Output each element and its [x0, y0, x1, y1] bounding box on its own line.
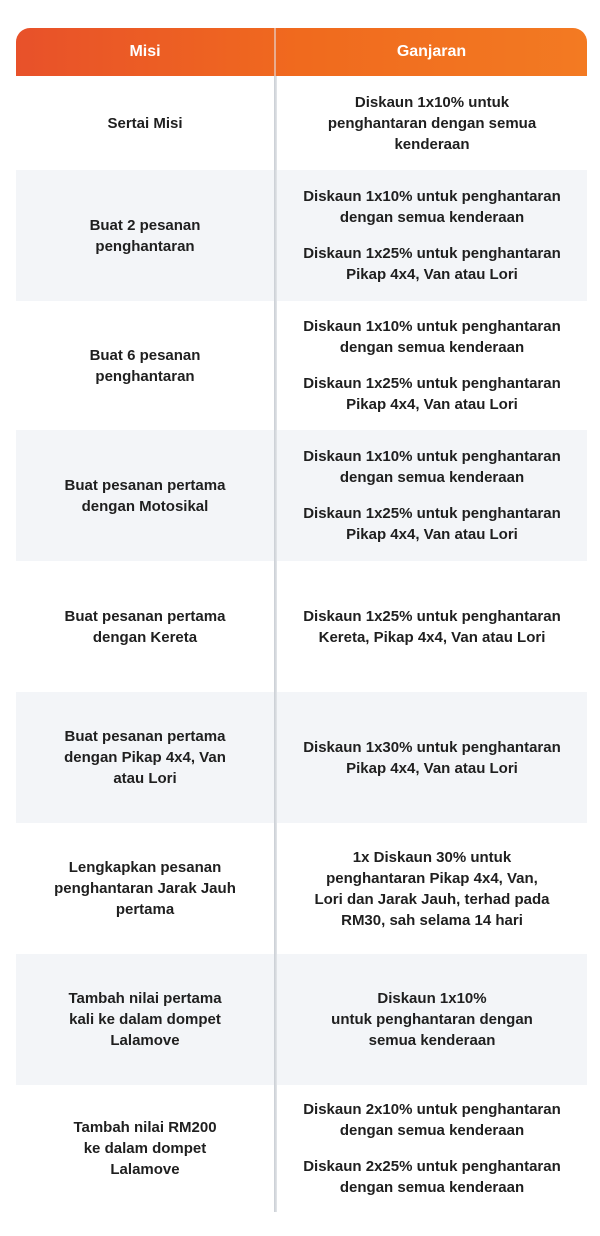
reward-text: Diskaun 1x25% untuk penghantaran Pikap 4x4, Van atau Lori: [303, 245, 561, 283]
reward-cell: [277, 823, 587, 954]
table-header: [16, 28, 587, 76]
mission-text: Buat pesanan pertama dengan Kereta: [64, 607, 226, 646]
reward-cell: [277, 954, 587, 1085]
mission-text: Tambah nilai RM200 ke dalam dompet Lalamove: [73, 1119, 217, 1178]
reward-text: Diskaun 2x25% untuk penghantaran dengan semua kenderaan: [303, 1158, 561, 1196]
table-body: [16, 76, 587, 1212]
table-row: [16, 561, 587, 692]
reward-text: Diskaun 1x10% untuk penghantaran dengan semua kenderaan: [327, 93, 537, 153]
reward-text: Diskaun 1x25% untuk penghantaran Pikap 4x4, Van atau Lori: [303, 375, 561, 413]
table-row: [16, 692, 587, 823]
mission-cell: [16, 954, 274, 1085]
mission-cell: [16, 430, 274, 561]
mission-text: Buat pesanan pertama dengan Pikap 4x4, Van atau Lori: [64, 728, 226, 787]
mission-text: Sertai Misi: [107, 114, 183, 132]
header-mission: Misi: [129, 43, 161, 60]
reward-text: Diskaun 1x10% untuk penghantaran dengan semua kenderaan: [303, 318, 561, 356]
mission-cell: [16, 692, 274, 823]
missions-table: [16, 28, 587, 1212]
reward-cell: [277, 1085, 587, 1212]
mission-cell: [16, 76, 274, 170]
mission-text: Lengkapkan pesanan penghantaran Jarak Jauh pertama: [54, 859, 236, 918]
reward-text: Diskaun 1x10% untuk penghantaran dengan semua kenderaan: [303, 188, 561, 226]
table-row: [16, 1085, 587, 1212]
table-row: [16, 823, 587, 954]
table-row: [16, 170, 587, 301]
reward-text: Diskaun 1x25% untuk penghantaran Kereta, Pikap 4x4, Van atau Lori: [303, 607, 561, 646]
table-row: [16, 76, 587, 170]
mission-cell: [16, 823, 274, 954]
reward-text: Diskaun 1x10% untuk penghantaran dengan semua kenderaan: [331, 990, 533, 1049]
reward-text: Diskaun 1x10% untuk penghantaran dengan semua kenderaan: [303, 448, 561, 486]
reward-cell: [277, 430, 587, 561]
mission-text: Buat pesanan pertama dengan Motosikal: [64, 476, 226, 515]
reward-text: Diskaun 2x10% untuk penghantaran dengan semua kenderaan: [303, 1101, 561, 1139]
header-divider: [274, 28, 276, 76]
table-row: [16, 430, 587, 561]
mission-text: Buat 2 pesanan penghantaran: [89, 216, 201, 255]
mission-text: Buat 6 pesanan penghantaran: [89, 346, 201, 385]
reward-cell: [277, 561, 587, 692]
mission-cell: [16, 170, 274, 301]
reward-text: Diskaun 1x30% untuk penghantaran Pikap 4x4, Van atau Lori: [303, 738, 561, 777]
table-row: [16, 954, 587, 1085]
header-reward: Ganjaran: [396, 43, 467, 60]
reward-text: Diskaun 1x25% untuk penghantaran Pikap 4x4, Van atau Lori: [303, 505, 561, 543]
reward-cell: [277, 170, 587, 301]
table-row: [16, 301, 587, 430]
mission-text: Tambah nilai pertama kali ke dalam dompet Lalamove: [68, 990, 222, 1049]
mission-cell: [16, 301, 274, 430]
reward-cell: [277, 301, 587, 430]
mission-cell: [16, 1085, 274, 1212]
reward-cell: [277, 76, 587, 170]
mission-cell: [16, 561, 274, 692]
reward-cell: [277, 692, 587, 823]
reward-text: 1x Diskaun 30% untuk penghantaran Pikap 4x4, Van, Lori dan Jarak Jauh, terhad pada RM30, sah selama 14 hari: [314, 848, 550, 929]
